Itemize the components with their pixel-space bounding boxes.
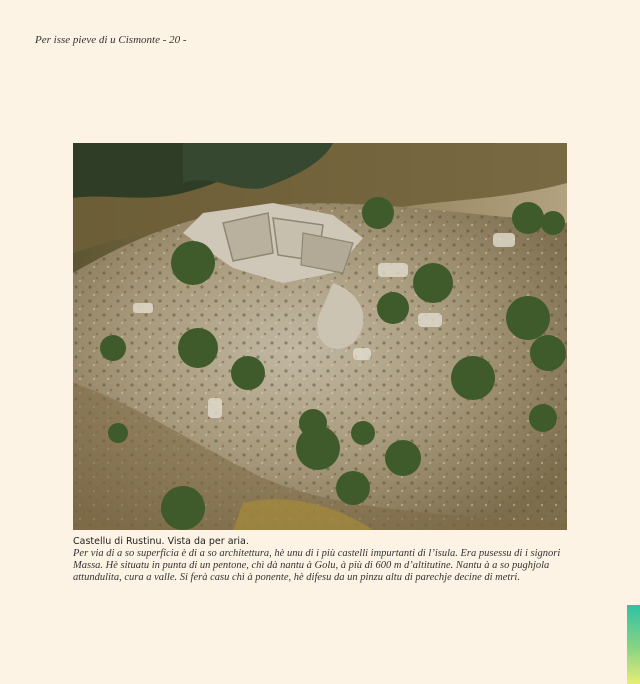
figure-caption-body: Per via di a so superficia è di a so architettura, hè unu di i più castelli impurtanti di l’isula. Era pusessu di i signori Massa. Hè situatu in punta di un pentone, chì dà nantu à Golu, à più di 600 m d’altitutine. Nantu à a so pughjola attundulita, cura a valle. Si ferà casu chì à ponente, hè difesu da un pinzu altu di parechje decine di metri.: [73, 548, 561, 584]
section-color-tab: [627, 605, 640, 684]
running-header: Per isse pieve di u Cismonte - 20 -: [35, 34, 187, 46]
figure-caption-title: Castellu di Rustinu. Vista da per aria.: [73, 536, 249, 547]
castle-aerial-photo: [73, 143, 567, 530]
